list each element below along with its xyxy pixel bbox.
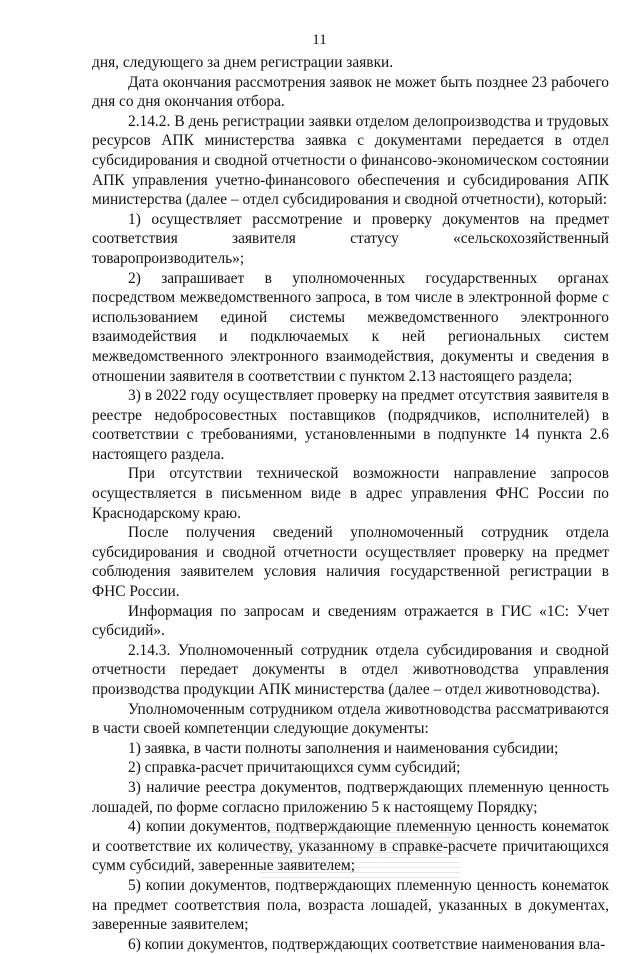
paragraph: Дата окончания рассмотрения заявок не может быть позднее 23 рабочего дня со дня окончания отбора. xyxy=(92,73,609,111)
list-item: 1) осуществляет рассмотрение и проверку документов на предмет соответствия заявителя статусу «сельскохозяйственный товаропроизводитель»; xyxy=(92,210,609,267)
paragraph: При отсутствии технической возможности направление запросов осуществляется в письменном виде в адрес управления ФНС России по Краснодарскому краю. xyxy=(92,465,609,522)
list-item: 6) копии документов, подтверждающих соответствие наименования вла- xyxy=(128,935,606,953)
list-item: 5) копии документов, подтверждающих племенную ценность конематок на предмет соответствия пола, возраста лошадей, указанных в документах, заверенные заявителем; xyxy=(92,876,609,934)
paragraph: 2.14.3. Уполномоченный сотрудник отдела субсидирования и сводной отчетности передает документы в отдел животноводства управления производства продукции АПК министерства (далее – отдел животноводства). xyxy=(92,641,609,698)
scan-bleed-through xyxy=(260,822,460,882)
paragraph: 2.14.2. В день регистрации заявки отделом делопроизводства и трудовых ресурсов АПК министерства заявка с документами передается в отдел субсидирования и сводной отчетности о финансово-экономическом состоянии АПК управления учетно-финансового обеспечения и субсидирования АПК министерства (далее – отдел субсидирования и сводной отчетности), который: xyxy=(92,112,609,209)
paragraph: После получения сведений уполномоченный сотрудник отдела субсидирования и сводной отчетности осуществляет проверку на предмет соблюдения заявителем условия наличия государственной регистрации в ФНС России. xyxy=(92,524,609,601)
paragraph: Информация по запросам и сведениям отражается в ГИС «1С: Учет субсидий». xyxy=(92,602,609,640)
list-item: 3) в 2022 году осуществляет проверку на предмет отсутствия заявителя в реестре недобросовестных поставщиков (подрядчиков, исполнителей) в соответствии с требованиями, установленными в подпункте 14 пункта 2.6 настоящего раздела. xyxy=(92,387,609,463)
paragraph: дня, следующего за днем регистрации заявки. xyxy=(92,54,394,71)
list-item: 3) наличие реестра документов, подтверждающих племенную ценность лошадей, по форме согласно приложению 5 к настоящему Порядку; xyxy=(92,778,609,816)
document-body xyxy=(92,53,609,954)
list-item: 2) справка-расчет причитающихся сумм субсидий; xyxy=(128,759,461,777)
list-item: 4) копии документов, подтверждающие племенную ценность конематок и соответствие их количеству, указанному в справке-расчете причитающихся сумм субсидий, заверенные заявителем; xyxy=(92,818,609,875)
page-number: 11 xyxy=(312,32,327,48)
list-item: 2) запрашивает в уполномоченных государственных органах посредством межведомственного запроса, в том числе в электронной форме с использованием единой системы межведомственного электронного взаимодействия и подключаемых к ней региональных систем межведомственного электронного взаимодействия, документы и сведения в отношении заявителя в соответствии с пунктом 2.13 настоящего раздела; xyxy=(92,269,609,385)
paragraph: Уполномоченным сотрудником отдела животноводства рассматриваются в части своей компетенции следующие документы: xyxy=(92,700,609,738)
list-item: 1) заявка, в части полноты заполнения и наименования субсидии; xyxy=(128,739,559,757)
